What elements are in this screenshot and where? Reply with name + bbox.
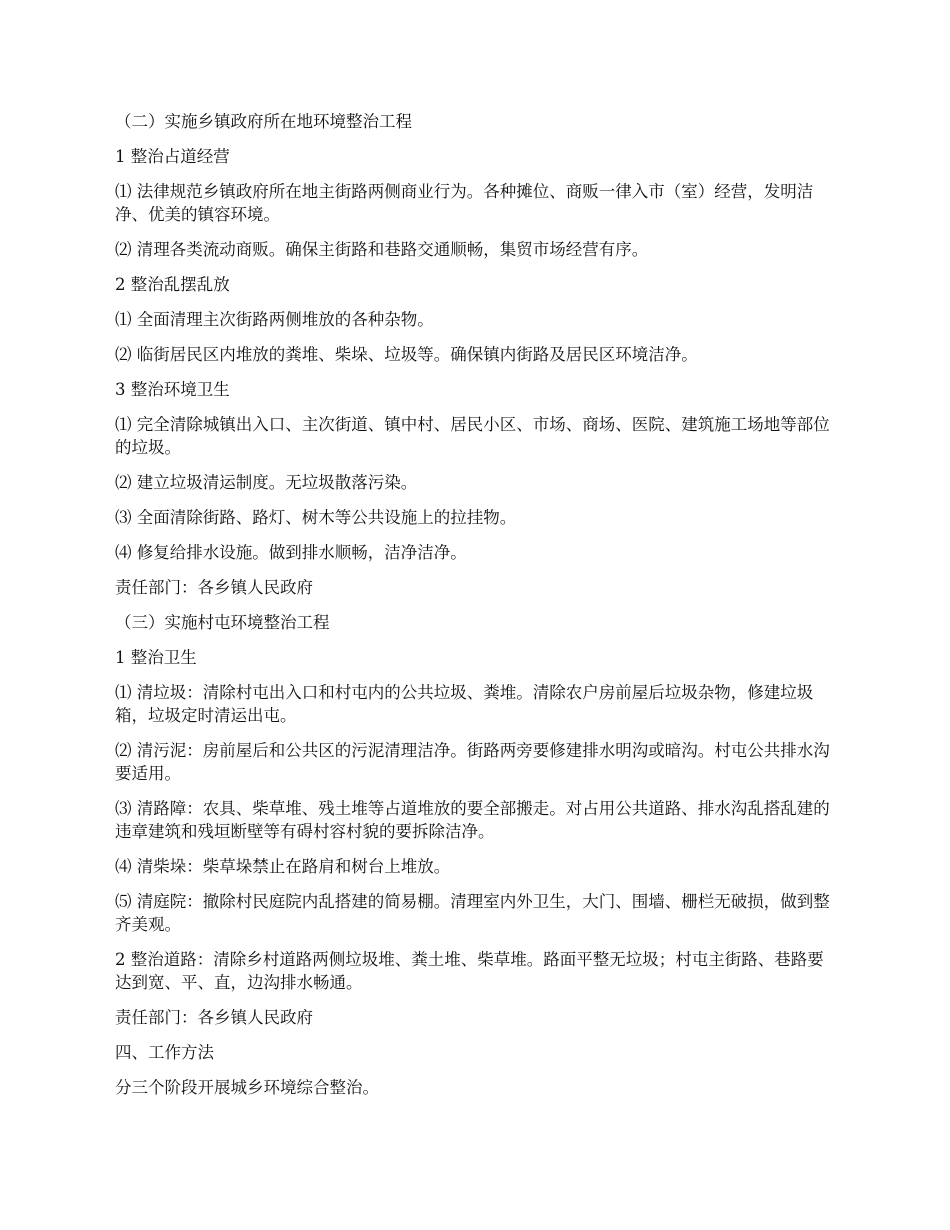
subheading-clutter: 2 整治乱摆乱放 — [115, 275, 230, 294]
paragraph: ⑵ 清理各类流动商贩。确保主街路和巷路交通顺畅，集贸市场经营有序。 — [115, 240, 649, 259]
subheading-sanitation: 3 整治环境卫生 — [115, 380, 230, 399]
paragraph: ⑵ 建立垃圾清运制度。无垃圾散落污染。 — [115, 473, 418, 492]
paragraph: ⑴ 全面清理主次街路两侧堆放的各种杂物。 — [115, 310, 434, 329]
paragraph: ⑸ 清庭院：撤除村民庭院内乱搭建的简易棚。清理室内外卫生，大门、围墙、栅栏无破损，做到整齐美观。 — [115, 892, 830, 934]
paragraph: ⑴ 法律规范乡镇政府所在地主街路两侧商业行为。各种摊位、商贩一律入市（室）经营，发明洁净、优美的镇容环境。 — [115, 182, 814, 224]
paragraph: ⑷ 修复给排水设施。做到排水顺畅，洁净洁净。 — [115, 543, 467, 562]
subheading-village-sanitation: 1 整治卫生 — [115, 648, 197, 667]
paragraph: ⑵ 临街居民区内堆放的粪堆、柴垛、垃圾等。确保镇内街路及居民区环境洁净。 — [115, 345, 698, 364]
paragraph: ⑴ 清垃圾：清除村屯出入口和村屯内的公共垃圾、粪堆。清除农户房前屋后垃圾杂物，修建垃圾箱，垃圾定时清运出屯。 — [115, 683, 814, 725]
responsible-dept: 责任部门：各乡镇人民政府 — [115, 1008, 313, 1027]
document-body — [115, 110, 830, 1111]
responsible-dept: 责任部门：各乡镇人民政府 — [115, 578, 313, 597]
subheading-occupy-road: 1 整治占道经营 — [115, 147, 230, 166]
paragraph: ⑷ 清柴垛：柴草垛禁止在路肩和树台上堆放。 — [115, 857, 451, 876]
paragraph: 分三个阶段开展城乡环境综合整治。 — [115, 1078, 379, 1097]
section-heading-2: （二）实施乡镇政府所在地环境整治工程 — [115, 112, 412, 131]
paragraph: ⑶ 清路障：农具、柴草堆、残土堆等占道堆放的要全部搬走。对占用公共道路、排水沟乱搭乱建的违章建筑和残垣断壁等有碍村容村貌的要拆除洁净。 — [115, 799, 830, 841]
paragraph: ⑴ 完全清除城镇出入口、主次街道、镇中村、居民小区、市场、商场、医院、建筑施工场地等部位的垃圾。 — [115, 415, 830, 457]
section-heading-3: （三）实施村屯环境整治工程 — [115, 613, 330, 632]
section-heading-4: 四、工作方法 — [115, 1043, 214, 1062]
paragraph: ⑶ 全面清除街路、路灯、树木等公共设施上的拉挂物。 — [115, 508, 517, 527]
paragraph: ⑵ 清污泥：房前屋后和公共区的污泥清理洁净。街路两旁要修建排水明沟或暗沟。村屯公共排水沟要适用。 — [115, 741, 830, 783]
paragraph: 2 整治道路：清除乡村道路两侧垃圾堆、粪土堆、柴草堆。路面平整无垃圾；村屯主街路、巷路要达到宽、平、直，边沟排水畅通。 — [115, 950, 824, 992]
